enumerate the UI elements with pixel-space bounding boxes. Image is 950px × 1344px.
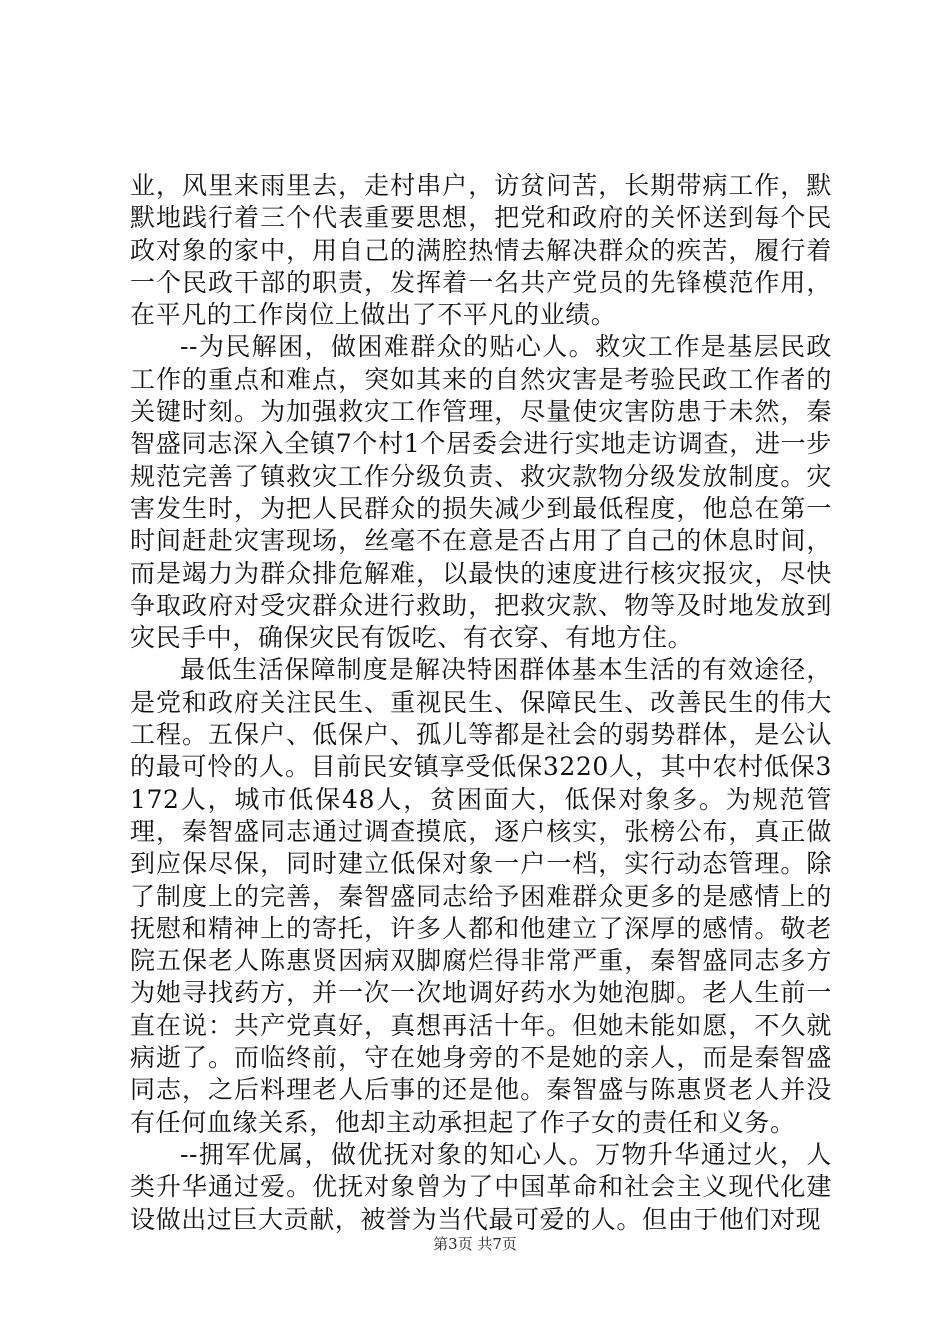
paragraph-3: 最低生活保障制度是解决特困群体基本生活的有效途径，是党和政府关注民生、重视民生、保障民生、改善民生的伟大工程。五保户、低保户、孤儿等都是社会的弱势群体，是公认的最可怜的人。目前民安镇享受低保3220人，其中农村低保3172人，城市低保48人，贫困面大，低保对象多。为规范管理，秦智盛同志通过调查摸底，逐户核实，张榜公布，真正做到应保尽保，同时建立低保对象一户一档，实行动态管理。除了制度上的完善，秦智盛同志给予困难群众更多的是感情上的抚慰和精神上的寄托，许多人都和他建立了深厚的感情。敬老院五保老人陈惠贤因病双脚腐烂得非常严重，秦智盛同志多方为她寻找药方，并一次一次地调好药水为她泡脚。老人生前一直在说：共产党真好，真想再活十年。但她未能如愿，不久就病逝了。而临终前，守在她身旁的不是她的亲人，而是秦智盛同志，之后料理老人后事的还是他。秦智盛与陈惠贤老人并没有任何血缘关系，他却主动承担起了作子女的责任和义务。 bbox=[130, 655, 832, 1137]
paragraph-1: 业，风里来雨里去，走村串户，访贫问苦，长期带病工作，默默地践行着三个代表重要思想，把党和政府的关怀送到每个民政对象的家中，用自己的满腔热情去解决群众的疾苦，履行着一个民政干部的职责，发挥着一名共产党员的先锋模范作用，在平凡的工作岗位上做出了不平凡的业绩。 bbox=[130, 171, 832, 330]
page-footer: 第3页 共7页 bbox=[433, 1235, 517, 1253]
paragraph-2: --为民解困，做困难群众的贴心人。救灾工作是基层民政工作的重点和难点，突如其来的自然灾害是考验民政工作者的关键时刻。为加强救灾工作管理，尽量使灾害防患于未然，秦智盛同志深入全镇7个村1个居委会进行实地走访调查，进一步规范完善了镇救灾工作分级负责、救灾款物分级发放制度。灾害发生时，为把人民群众的损失减少到最低程度，他总在第一时间赶赴灾害现场，丝毫不在意是否占用了自己的休息时间，而是竭力为群众排危解难，以最快的速度进行核灾报灾，尽快争取政府对受灾群众进行救助，把救灾款、物等及时地发放到灾民手中，确保灾民有饭吃、有衣穿、有地方住。 bbox=[130, 332, 832, 653]
document-body bbox=[130, 170, 832, 1236]
paragraph-4: --拥军优属，做优抚对象的知心人。万物升华通过火，人类升华通过爱。优抚对象曾为了中国革命和社会主义现代化建设做出过巨大贡献，被誉为当代最可爱的人。但由于他们对现 bbox=[130, 1139, 832, 1234]
